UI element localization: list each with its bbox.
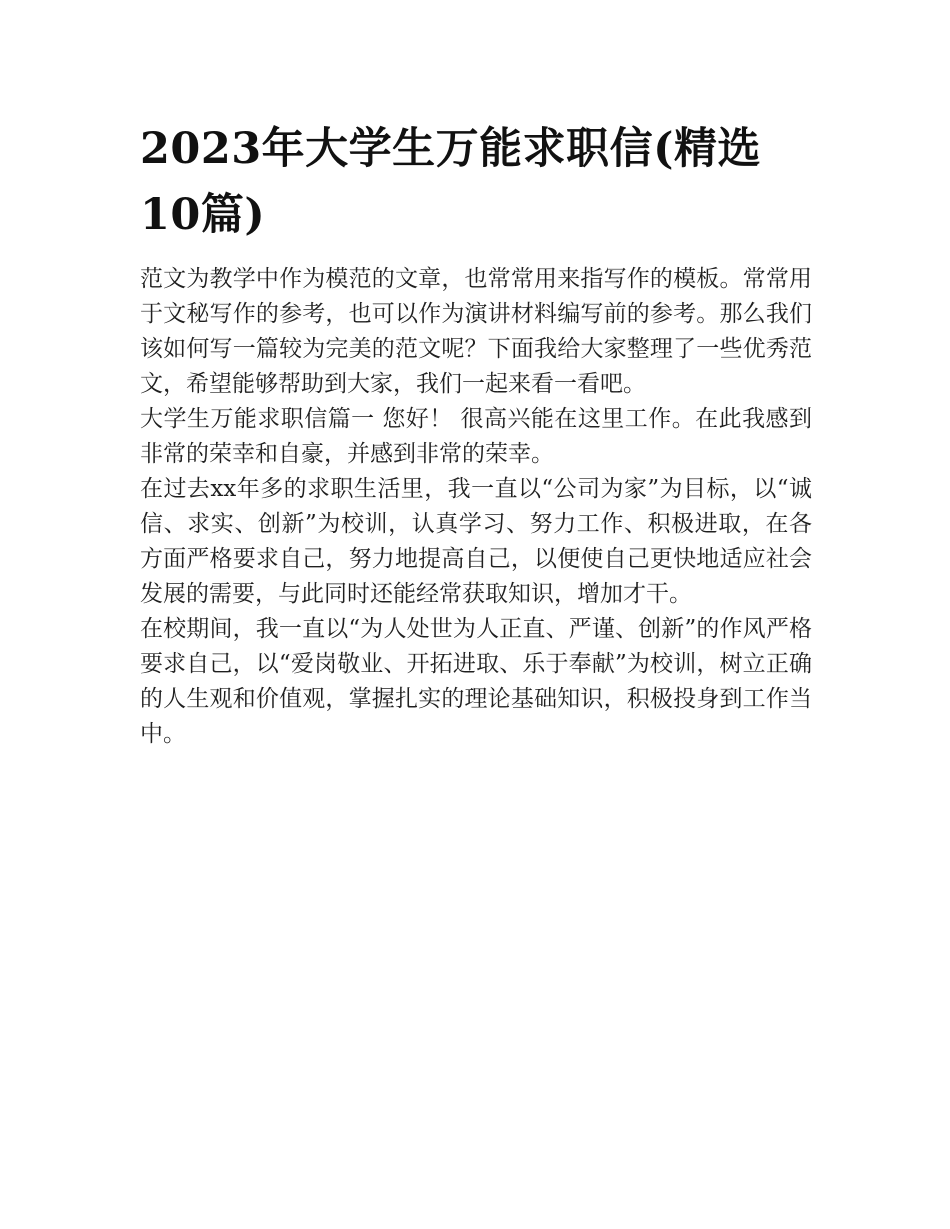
paragraph-letter-opening: 大学生万能求职信篇一 您好！ 很高兴能在这里工作。在此我感到非常的荣幸和自豪，并感到非常的荣幸。 xyxy=(140,406,812,467)
paragraph-intro: 范文为教学中作为模范的文章，也常常用来指写作的模板。常常用于文秘写作的参考，也可以作为演讲材料编写前的参考。那么我们该如何写一篇较为完美的范文呢？下面我给大家整理了一些优秀范文，希望能够帮助到大家，我们一起来看一看吧。 xyxy=(140,266,812,397)
paragraph-school-experience: 在校期间，我一直以“为人处世为人正直、严谨、创新”的作风严格要求自己，以“爱岗敬业、开拓进取、乐于奉献”为校训，树立正确的人生观和价值观，掌握扎实的理论基础知识，积极投身到工作当中。 xyxy=(140,616,812,747)
document-page xyxy=(140,116,812,752)
paragraph-job-experience: 在过去xx年多的求职生活里，我一直以“公司为家”为目标，以“诚信、求实、创新”为校训，认真学习、努力工作、积极进取，在各方面严格要求自己，努力地提高自己，以便使自己更快地适应社会发展的需要，与此同时还能经常获取知识，增加才干。 xyxy=(140,476,812,607)
document-title: 2023年大学生万能求职信(精选10篇) xyxy=(140,124,762,240)
